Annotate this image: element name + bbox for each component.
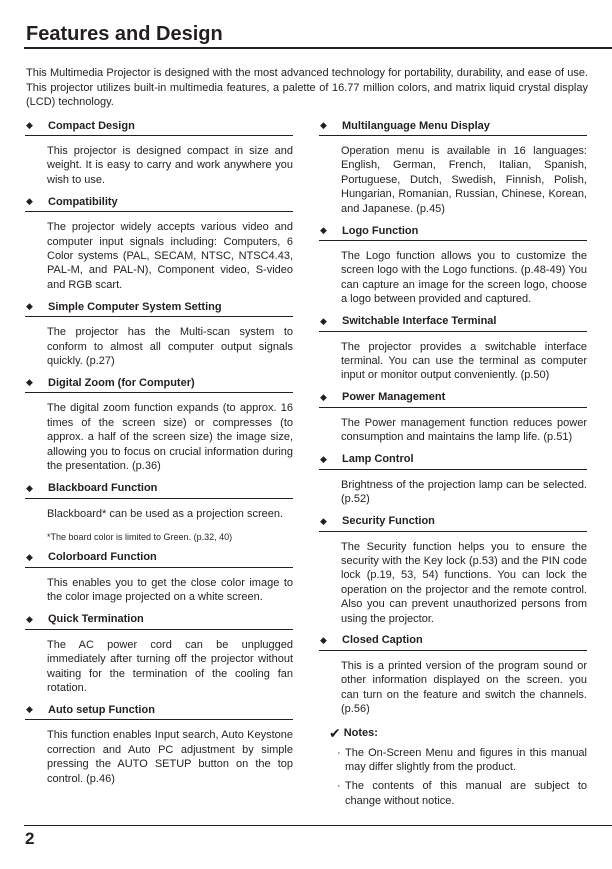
diamond-bullet-icon: ◆ bbox=[320, 391, 327, 402]
diamond-bullet-icon: ◆ bbox=[320, 315, 327, 326]
section-heading-text: Quick Termination bbox=[48, 613, 144, 626]
section-lamp-control bbox=[319, 452, 587, 507]
section-body: This function enables Input search, Auto Keystone correction and Auto PC adjustment by simple pressing the AUTO SETUP button on the top control. (p.46) bbox=[47, 729, 293, 785]
section-heading-text: Digital Zoom (for Computer) bbox=[48, 376, 195, 389]
section-heading-text: Security Function bbox=[342, 515, 435, 527]
section-heading-text: Logo Function bbox=[342, 224, 419, 237]
section-heading-text: Colorboard Function bbox=[48, 551, 157, 564]
section-heading-text: Blackboard Function bbox=[48, 482, 158, 494]
section-body: The Security function helps you to ensure the security with the Key lock (p.53) and the PIN code lock (p.19, 53, 54) functions. You can lock the operation on the projector and the remote control. Also you can prevent unauthorized persons from using the projector. bbox=[341, 540, 587, 625]
section-body: Operation menu is available in 16 languages: English, German, French, Italian, Spanish, Portuguese, Dutch, Swedish, Finnish, Polish, Hungarian, Romanian, Russian, Chinese, Korean, and Japanese. (p.45) bbox=[341, 145, 587, 215]
section-heading bbox=[319, 223, 587, 241]
section-body: Blackboard* can be used as a projection screen. bbox=[47, 507, 284, 520]
section-heading bbox=[25, 375, 293, 393]
section-security-function bbox=[319, 514, 587, 626]
intro-paragraph: This Multimedia Projector is designed with the most advanced technology for portability, durability, and ease of use. This projector utilizes built-in multimedia features, a palette of 16.77 million colors, and matrix liquid crystal display (LCD) technology. bbox=[26, 67, 588, 109]
section-multilanguage-menu-display bbox=[319, 118, 587, 216]
diamond-bullet-icon: ◆ bbox=[26, 196, 33, 207]
section-heading bbox=[25, 481, 293, 499]
section-heading-text: Closed Caption bbox=[342, 634, 423, 647]
diamond-bullet-icon: ◆ bbox=[26, 613, 33, 624]
section-body: The digital zoom function expands (to approx. 16 times of the screen size) or compresses (to approx. a half of the screen size) the image size, allowing you to focus on crucial information during the presentation. (p.36) bbox=[47, 402, 293, 473]
section-quick-termination bbox=[25, 612, 293, 696]
section-colorboard-function bbox=[25, 550, 293, 605]
section-compact-design bbox=[25, 118, 293, 187]
section-compatibility bbox=[25, 194, 293, 292]
section-heading-text: Power Management bbox=[342, 391, 446, 404]
diamond-bullet-icon: ◆ bbox=[26, 301, 33, 312]
section-heading bbox=[319, 314, 587, 332]
right-column bbox=[319, 118, 587, 813]
notes-heading-text: Notes: bbox=[343, 727, 378, 740]
section-body: The projector widely accepts various video and computer input signals including: Computers, 6 Color systems (PAL, SECAM, NTSC, NTSC4.43, PAL-M, and PAL-N), Component video, S-video and RGB scart. bbox=[47, 221, 293, 291]
section-footnote: *The board color is limited to Green. (p.32, 40) bbox=[47, 531, 233, 542]
section-body: This is a printed version of the program sound or other information displayed on the screen. you can turn on the feature and switch the channels. (p.56) bbox=[341, 659, 587, 716]
section-heading bbox=[319, 390, 587, 408]
notes-list bbox=[319, 746, 587, 809]
section-blackboard-function bbox=[25, 481, 293, 543]
section-heading bbox=[319, 452, 587, 470]
notes-heading bbox=[319, 725, 587, 742]
section-body: Brightness of the projection lamp can be selected. (p.52) bbox=[341, 478, 587, 506]
diamond-bullet-icon: ◆ bbox=[320, 120, 327, 130]
section-heading bbox=[319, 118, 587, 136]
section-auto-setup-function bbox=[25, 702, 293, 786]
footer-rule bbox=[24, 825, 612, 826]
section-heading bbox=[25, 702, 293, 720]
section-digital-zoom bbox=[25, 375, 293, 473]
diamond-bullet-icon: ◆ bbox=[26, 120, 33, 130]
section-heading-text: Lamp Control bbox=[342, 453, 414, 466]
section-heading bbox=[25, 299, 293, 317]
section-heading-text: Compact Design bbox=[48, 119, 135, 132]
section-heading-text: Compatibility bbox=[48, 195, 118, 208]
section-body: The Power management function reduces power consumption and maintains the lamp life. (p.51) bbox=[341, 416, 587, 444]
section-heading bbox=[25, 550, 293, 568]
left-column bbox=[25, 118, 293, 793]
section-heading bbox=[319, 514, 587, 532]
section-heading bbox=[25, 118, 293, 136]
section-heading bbox=[25, 612, 293, 630]
section-logo-function bbox=[319, 223, 587, 307]
diamond-bullet-icon: ◆ bbox=[26, 551, 33, 562]
diamond-bullet-icon: ◆ bbox=[26, 704, 33, 715]
diamond-bullet-icon: ◆ bbox=[320, 225, 327, 236]
section-body: The AC power cord can be unplugged immediately after turning off the projector without waiting for the termination of the cooling fan rotation. bbox=[47, 638, 293, 694]
section-heading bbox=[25, 194, 293, 212]
section-body: The projector has the Multi-scan system to conform to almost all computer output signals quickly. (p.27) bbox=[47, 326, 293, 368]
diamond-bullet-icon: ◆ bbox=[26, 482, 33, 493]
diamond-bullet-icon: ◆ bbox=[320, 515, 327, 526]
section-simple-computer-system-setting bbox=[25, 299, 293, 368]
checkmark-icon: ✔ bbox=[329, 724, 341, 741]
section-closed-caption bbox=[319, 633, 587, 717]
page-title: Features and Design bbox=[26, 23, 223, 45]
section-body: This projector is designed compact in size and weight. It is easy to carry and work anywhere you wish to use. bbox=[47, 145, 293, 186]
section-heading bbox=[319, 633, 587, 651]
section-heading-text: Auto setup Function bbox=[48, 703, 155, 716]
page-number: 2 bbox=[25, 829, 35, 848]
section-body: The Logo function allows you to customize the screen logo with the Logo functions. (p.48-49) You can capture an image for the screen logo, choose a logo between provided and captured. bbox=[341, 250, 587, 306]
section-power-management bbox=[319, 390, 587, 445]
section-heading-text: Multilanguage Menu Display bbox=[342, 119, 490, 132]
diamond-bullet-icon: ◆ bbox=[320, 634, 327, 645]
section-body: This enables you to get the close color image to the color image projected on a white screen. bbox=[47, 576, 293, 604]
title-rule bbox=[24, 47, 612, 49]
section-body: The projector provides a switchable interface terminal. You can use the terminal as computer input or monitor output conveniently. (p.50) bbox=[341, 340, 587, 382]
diamond-bullet-icon: ◆ bbox=[320, 453, 327, 464]
section-switchable-interface-terminal bbox=[319, 314, 587, 383]
section-heading-text: Simple Computer System Setting bbox=[48, 300, 222, 313]
section-heading-text: Switchable Interface Terminal bbox=[342, 315, 497, 328]
diamond-bullet-icon: ◆ bbox=[26, 377, 33, 388]
notes-box bbox=[319, 725, 587, 809]
note-item: · The On-Screen Menu and figures in this manual may differ slightly from the product. bbox=[337, 746, 587, 775]
note-item: · The contents of this manual are subject to change without notice. bbox=[337, 779, 587, 808]
